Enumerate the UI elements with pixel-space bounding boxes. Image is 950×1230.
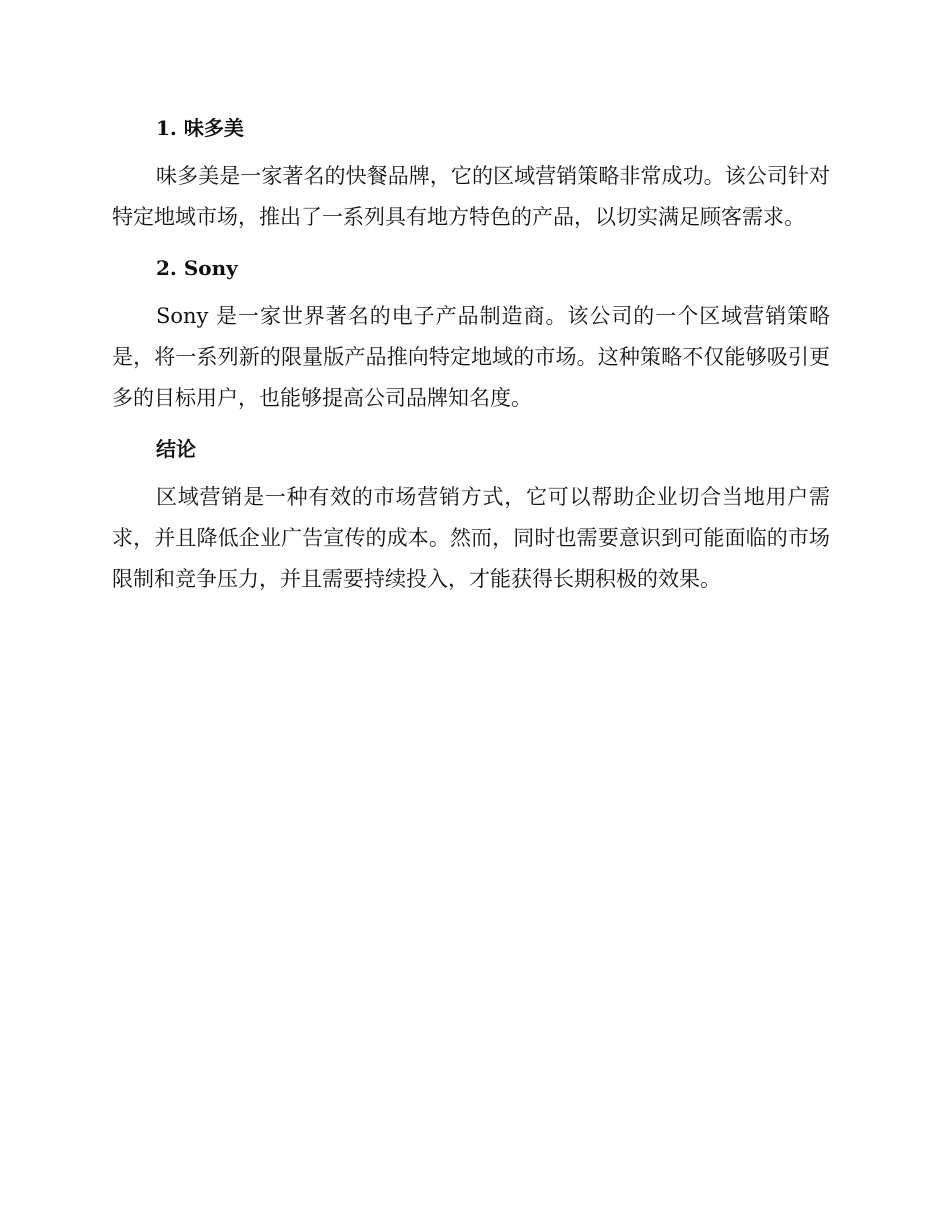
section-heading: 2. Sony	[156, 256, 238, 280]
section-sony	[112, 248, 830, 419]
section-paragraph: 区域营销是一种有效的市场营销方式，它可以帮助企业切合当地用户需求，并且降低企业广告宣传的成本。然而，同时也需要意识到可能面临的市场限制和竞争压力，并且需要持续投入，才能获得长期积极的效果。	[112, 485, 830, 591]
section-paragraph: Sony 是一家世界著名的电子产品制造商。该公司的一个区域营销策略是，将一系列新的限量版产品推向特定地域的市场。这种策略不仅能够吸引更多的目标用户，也能够提高公司品牌知名度。	[112, 304, 830, 410]
section-heading: 1. 味多美	[156, 116, 244, 140]
section-conclusion	[112, 429, 830, 600]
section-paragraph: 味多美是一家著名的快餐品牌，它的区域营销策略非常成功。该公司针对特定地域市场，推出了一系列具有地方特色的产品，以切实满足顾客需求。	[112, 164, 830, 229]
section-heading: 结论	[156, 437, 196, 461]
document-page	[112, 108, 830, 610]
section-weiduomei	[112, 108, 830, 238]
